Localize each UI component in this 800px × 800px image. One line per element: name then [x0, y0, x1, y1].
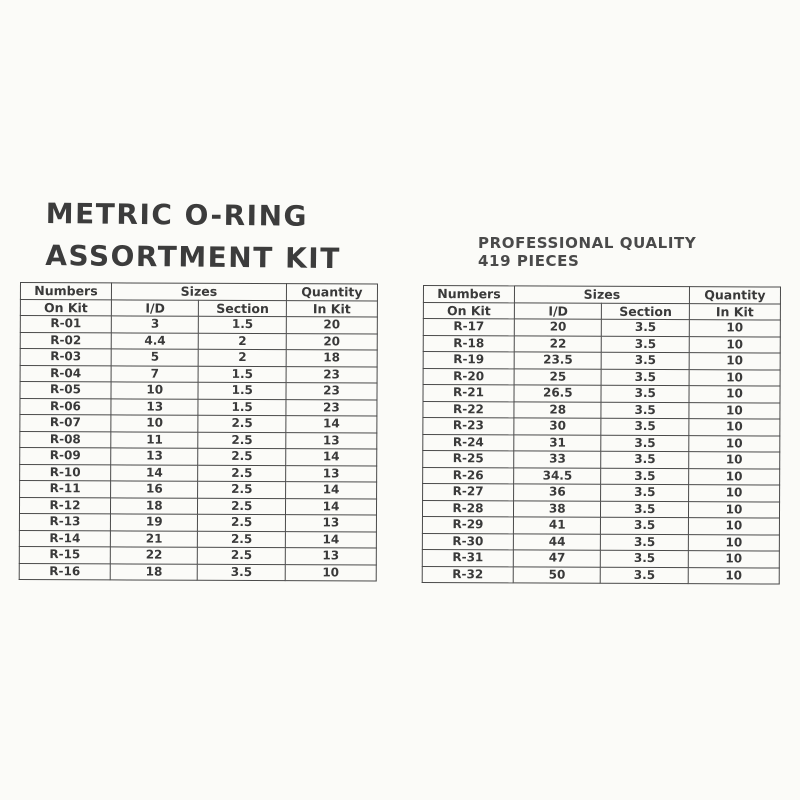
quantity-cell: 10	[689, 419, 780, 436]
section-cell: 2.5	[198, 498, 286, 515]
section-cell: 2.5	[198, 465, 286, 482]
section-cell: 2	[199, 333, 287, 350]
section-cell: 1.5	[199, 366, 287, 383]
id-cell: 44	[513, 533, 601, 550]
id-cell: 7	[111, 365, 199, 382]
header-on-kit: On Kit	[20, 299, 111, 316]
id-cell: 47	[513, 550, 601, 567]
header-section: Section	[199, 300, 287, 317]
section-cell: 3.5	[601, 402, 689, 419]
kit-number-cell: R-32	[422, 566, 513, 583]
id-cell: 11	[111, 431, 199, 448]
section-cell: 2.5	[198, 514, 286, 531]
quantity-cell: 10	[285, 564, 376, 581]
table-row	[422, 549, 779, 567]
header-section: Section	[602, 303, 690, 320]
quantity-cell: 13	[286, 465, 377, 482]
quantity-cell: 14	[285, 531, 376, 548]
quantity-cell: 14	[286, 416, 377, 433]
table-row	[423, 319, 780, 337]
quantity-cell: 13	[285, 515, 376, 532]
kit-subtitle	[478, 234, 696, 270]
quantity-cell: 10	[688, 518, 779, 535]
quantity-cell: 10	[689, 402, 780, 419]
kit-number-cell: R-25	[423, 451, 514, 468]
id-cell: 34.5	[514, 467, 602, 484]
kit-number-cell: R-15	[19, 546, 110, 563]
section-cell: 1.5	[198, 399, 286, 416]
section-cell: 1.5	[199, 316, 287, 333]
quantity-cell: 13	[285, 548, 376, 565]
quantity-cell: 23	[286, 383, 377, 400]
header-quantity: Quantity	[286, 284, 377, 301]
kit-number-cell: R-06	[20, 398, 111, 415]
kit-subtitle-line1: PROFESSIONAL QUALITY	[478, 234, 697, 252]
table-body	[19, 316, 377, 582]
id-cell: 31	[514, 434, 602, 451]
quantity-cell: 10	[689, 386, 780, 403]
header-numbers: Numbers	[423, 286, 514, 303]
kit-number-cell: R-18	[423, 335, 514, 352]
section-cell: 3.5	[601, 567, 689, 584]
table-row	[20, 481, 377, 499]
kit-number-cell: R-04	[20, 365, 111, 382]
quantity-cell: 10	[689, 353, 780, 370]
header-in-kit: In Kit	[689, 303, 780, 320]
header-on-kit: On Kit	[423, 302, 514, 319]
section-cell: 2.5	[198, 415, 286, 432]
section-cell: 3.5	[602, 336, 690, 353]
kit-number-cell: R-24	[423, 434, 514, 451]
section-cell: 2	[199, 349, 287, 366]
section-cell: 2.5	[198, 547, 286, 564]
quantity-cell: 10	[688, 567, 779, 584]
kit-number-cell: R-21	[423, 385, 514, 402]
table-row	[20, 332, 377, 350]
table-row	[423, 434, 780, 452]
kit-number-cell: R-16	[19, 563, 110, 580]
kit-title	[45, 193, 341, 280]
id-cell: 28	[514, 401, 602, 418]
id-cell: 30	[514, 418, 602, 435]
id-cell: 26.5	[514, 385, 602, 402]
header-in-kit: In Kit	[286, 300, 377, 317]
quantity-cell: 10	[688, 534, 779, 551]
header-sizes: Sizes	[514, 286, 689, 303]
section-cell: 2.5	[198, 481, 286, 498]
quantity-cell: 10	[688, 551, 779, 568]
table-row	[19, 546, 376, 564]
section-cell: 3.5	[601, 468, 689, 485]
section-cell: 3.5	[601, 418, 689, 435]
table-row	[423, 401, 780, 419]
quantity-cell: 10	[689, 336, 780, 353]
kit-number-cell: R-05	[20, 382, 111, 399]
quantity-cell: 10	[689, 435, 780, 452]
id-cell: 10	[111, 382, 199, 399]
table-row	[423, 418, 780, 436]
quantity-cell: 14	[285, 498, 376, 515]
section-cell: 3.5	[602, 369, 690, 386]
id-cell: 33	[514, 451, 602, 468]
id-cell: 50	[513, 566, 601, 583]
id-cell: 36	[514, 484, 602, 501]
table-row	[20, 448, 377, 466]
kit-number-cell: R-09	[20, 448, 111, 465]
section-cell: 3.5	[601, 385, 689, 402]
kit-number-cell: R-31	[422, 549, 513, 566]
id-cell: 4.4	[111, 332, 199, 349]
id-cell: 18	[110, 563, 198, 580]
kit-number-cell: R-20	[423, 368, 514, 385]
quantity-cell: 13	[286, 432, 377, 449]
kit-number-cell: R-08	[20, 431, 111, 448]
header-sizes: Sizes	[111, 283, 286, 300]
section-cell: 3.5	[601, 484, 689, 501]
table-row	[19, 563, 376, 581]
table-row	[422, 500, 779, 518]
oring-table-right	[422, 285, 781, 585]
table-row	[422, 533, 779, 551]
kit-number-cell: R-10	[20, 464, 111, 481]
kit-number-cell: R-07	[20, 415, 111, 432]
header-numbers: Numbers	[20, 283, 111, 300]
section-cell: 2.5	[198, 531, 286, 548]
section-cell: 2.5	[198, 448, 286, 465]
section-cell: 3.5	[601, 550, 689, 567]
kit-title-line1: METRIC O-RING	[45, 196, 309, 233]
section-cell: 2.5	[198, 432, 286, 449]
quantity-cell: 14	[286, 449, 377, 466]
kit-number-cell: R-17	[423, 319, 514, 336]
id-cell: 18	[111, 497, 199, 514]
quantity-cell: 10	[688, 485, 779, 502]
id-cell: 5	[111, 349, 199, 366]
table-row	[423, 368, 780, 386]
quantity-cell: 14	[285, 482, 376, 499]
kit-number-cell: R-12	[19, 497, 110, 514]
quantity-cell: 20	[286, 317, 377, 334]
id-cell: 23.5	[514, 352, 602, 369]
id-cell: 19	[110, 514, 198, 531]
kit-number-cell: R-02	[20, 332, 111, 349]
kit-title-line2: ASSORTMENT KIT	[45, 238, 341, 276]
id-cell: 14	[111, 464, 199, 481]
quantity-cell: 20	[286, 333, 377, 350]
kit-number-cell: R-26	[423, 467, 514, 484]
kit-number-cell: R-29	[422, 517, 513, 534]
header-quantity: Quantity	[689, 287, 780, 304]
quantity-cell: 10	[689, 320, 780, 337]
header-id: I/D	[111, 299, 199, 316]
section-cell: 3.5	[602, 319, 690, 336]
section-cell: 1.5	[198, 382, 286, 399]
id-cell: 41	[513, 517, 601, 534]
table-row	[20, 398, 377, 416]
quantity-cell: 23	[286, 399, 377, 416]
kit-number-cell: R-11	[20, 481, 111, 498]
section-cell: 3.5	[601, 501, 689, 518]
id-cell: 3	[111, 316, 199, 333]
id-cell: 13	[111, 398, 199, 415]
table-row	[20, 382, 377, 400]
table-body	[422, 319, 780, 585]
id-cell: 25	[514, 368, 602, 385]
table-row	[20, 349, 377, 367]
section-cell: 3.5	[601, 517, 689, 534]
table-row	[19, 530, 376, 548]
table-row	[20, 316, 377, 334]
id-cell: 13	[111, 448, 199, 465]
table-row	[20, 431, 377, 449]
quantity-cell: 18	[286, 350, 377, 367]
table-row	[423, 467, 780, 485]
id-cell: 38	[514, 500, 602, 517]
table-row	[19, 497, 376, 515]
quantity-cell: 10	[689, 468, 780, 485]
table-row	[423, 335, 780, 353]
table-row	[20, 464, 377, 482]
table-row	[423, 352, 780, 370]
section-cell: 3.5	[601, 534, 689, 551]
header-id: I/D	[514, 302, 602, 319]
kit-number-cell: R-23	[423, 418, 514, 435]
quantity-cell: 10	[688, 501, 779, 518]
kit-number-cell: R-14	[19, 530, 110, 547]
id-cell: 10	[111, 415, 199, 432]
kit-number-cell: R-27	[423, 484, 514, 501]
kit-number-cell: R-30	[422, 533, 513, 550]
table-row	[20, 365, 377, 383]
table-row	[422, 517, 779, 535]
quantity-cell: 10	[689, 452, 780, 469]
table-row	[423, 484, 780, 502]
table-row	[422, 566, 779, 584]
section-cell: 3.5	[602, 352, 690, 369]
id-cell: 16	[111, 481, 199, 498]
table-row	[19, 514, 376, 532]
kit-number-cell: R-22	[423, 401, 514, 418]
id-cell: 22	[110, 547, 198, 564]
table-row	[423, 385, 780, 403]
section-cell: 3.5	[601, 435, 689, 452]
id-cell: 22	[514, 335, 602, 352]
id-cell: 20	[514, 319, 602, 336]
kit-number-cell: R-01	[20, 316, 111, 333]
kit-subtitle-line2: 419 PIECES	[478, 252, 580, 270]
section-cell: 3.5	[198, 564, 286, 581]
kit-number-cell: R-13	[19, 514, 110, 531]
kit-number-cell: R-19	[423, 352, 514, 369]
id-cell: 21	[110, 530, 198, 547]
quantity-cell: 10	[689, 369, 780, 386]
table-row	[20, 415, 377, 433]
kit-number-cell: R-03	[20, 349, 111, 366]
table-row	[423, 451, 780, 469]
section-cell: 3.5	[601, 451, 689, 468]
oring-table-left	[19, 282, 378, 582]
kit-number-cell: R-28	[422, 500, 513, 517]
quantity-cell: 23	[286, 366, 377, 383]
